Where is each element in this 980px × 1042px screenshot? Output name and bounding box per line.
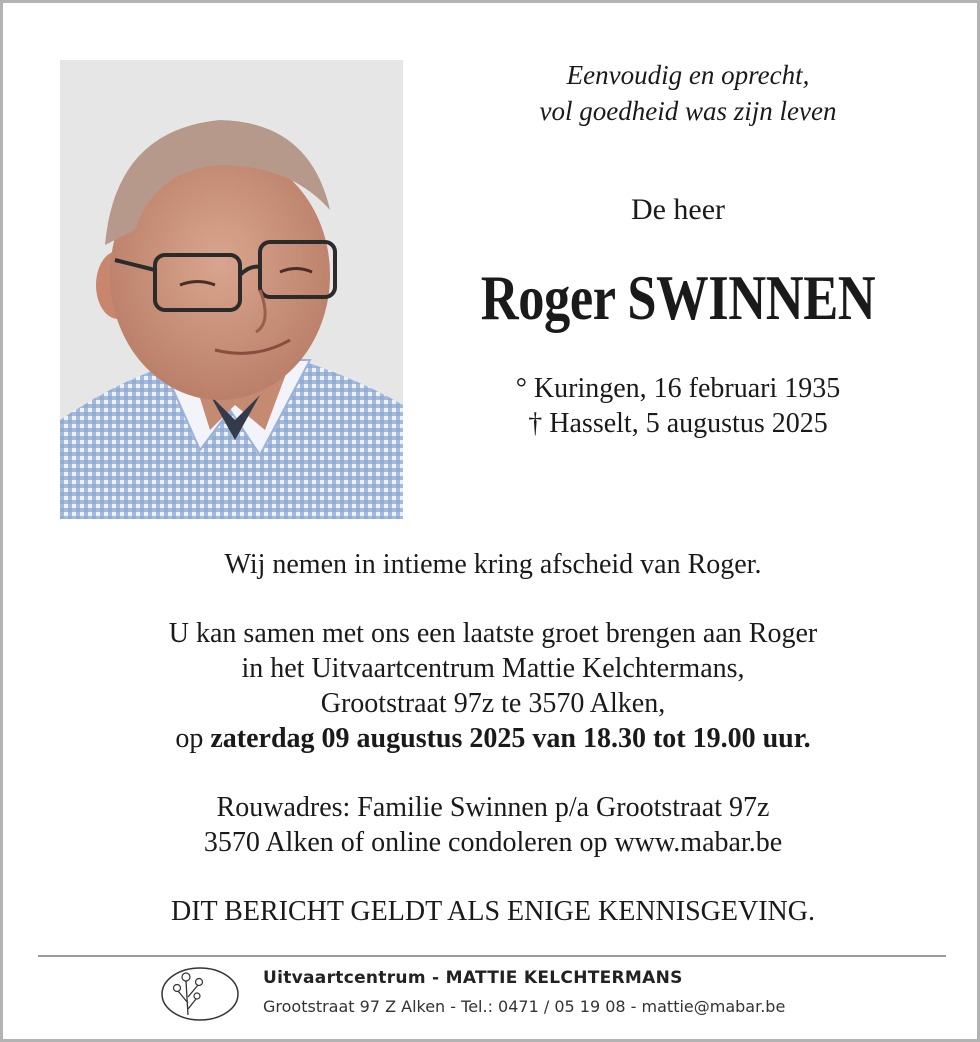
greeting-line-2: in het Uitvaartcentrum Mattie Kelchtermans, bbox=[241, 653, 745, 684]
greeting-date-prefix: op bbox=[175, 723, 211, 754]
footer-divider bbox=[38, 955, 946, 957]
greeting-line-4 bbox=[33, 721, 953, 756]
life-dates bbox=[443, 371, 913, 441]
announcement-text bbox=[33, 547, 953, 929]
portrait-photo bbox=[60, 60, 403, 519]
farewell-line: Wij nemen in intieme kring afscheid van Roger. bbox=[224, 549, 762, 580]
flower-circle-logo-icon bbox=[158, 963, 242, 1023]
footer-contact: Grootstraat 97 Z Alken - Tel.: 0471 / 05 19 08 - mattie@mabar.be bbox=[263, 997, 786, 1016]
greeting-line-3: Grootstraat 97z te 3570 Alken, bbox=[320, 688, 666, 719]
greeting-line-1: U kan samen met ons een laatste groet brengen aan Roger bbox=[168, 618, 818, 649]
motto-line-2: vol goedheid was zijn leven bbox=[539, 96, 837, 126]
death-date: † Hasselt, 5 augustus 2025 bbox=[528, 408, 828, 439]
person-name: Roger SWINNEN bbox=[480, 262, 876, 333]
footer-company: Uitvaartcentrum - MATTIE KELCHTERMANS bbox=[263, 968, 683, 988]
address-line-2: 3570 Alken of online condoleren op www.mabar.be bbox=[203, 827, 783, 858]
portrait-image bbox=[60, 60, 403, 519]
greeting-date-time: zaterdag 09 augustus 2025 van 18.30 tot 19.00 uur. bbox=[210, 723, 811, 754]
footer-info bbox=[263, 968, 903, 1016]
birth-date: ° Kuringen, 16 februari 1935 bbox=[515, 373, 841, 404]
motto-verse bbox=[443, 57, 933, 129]
address-line-1: Rouwadres: Familie Swinnen p/a Grootstraat 97z bbox=[216, 792, 770, 823]
motto-line-1: Eenvoudig en oprecht, bbox=[566, 60, 810, 90]
person-title: De heer bbox=[630, 193, 726, 226]
notice-line: DIT BERICHT GELDT ALS ENIGE KENNISGEVING. bbox=[171, 896, 815, 927]
